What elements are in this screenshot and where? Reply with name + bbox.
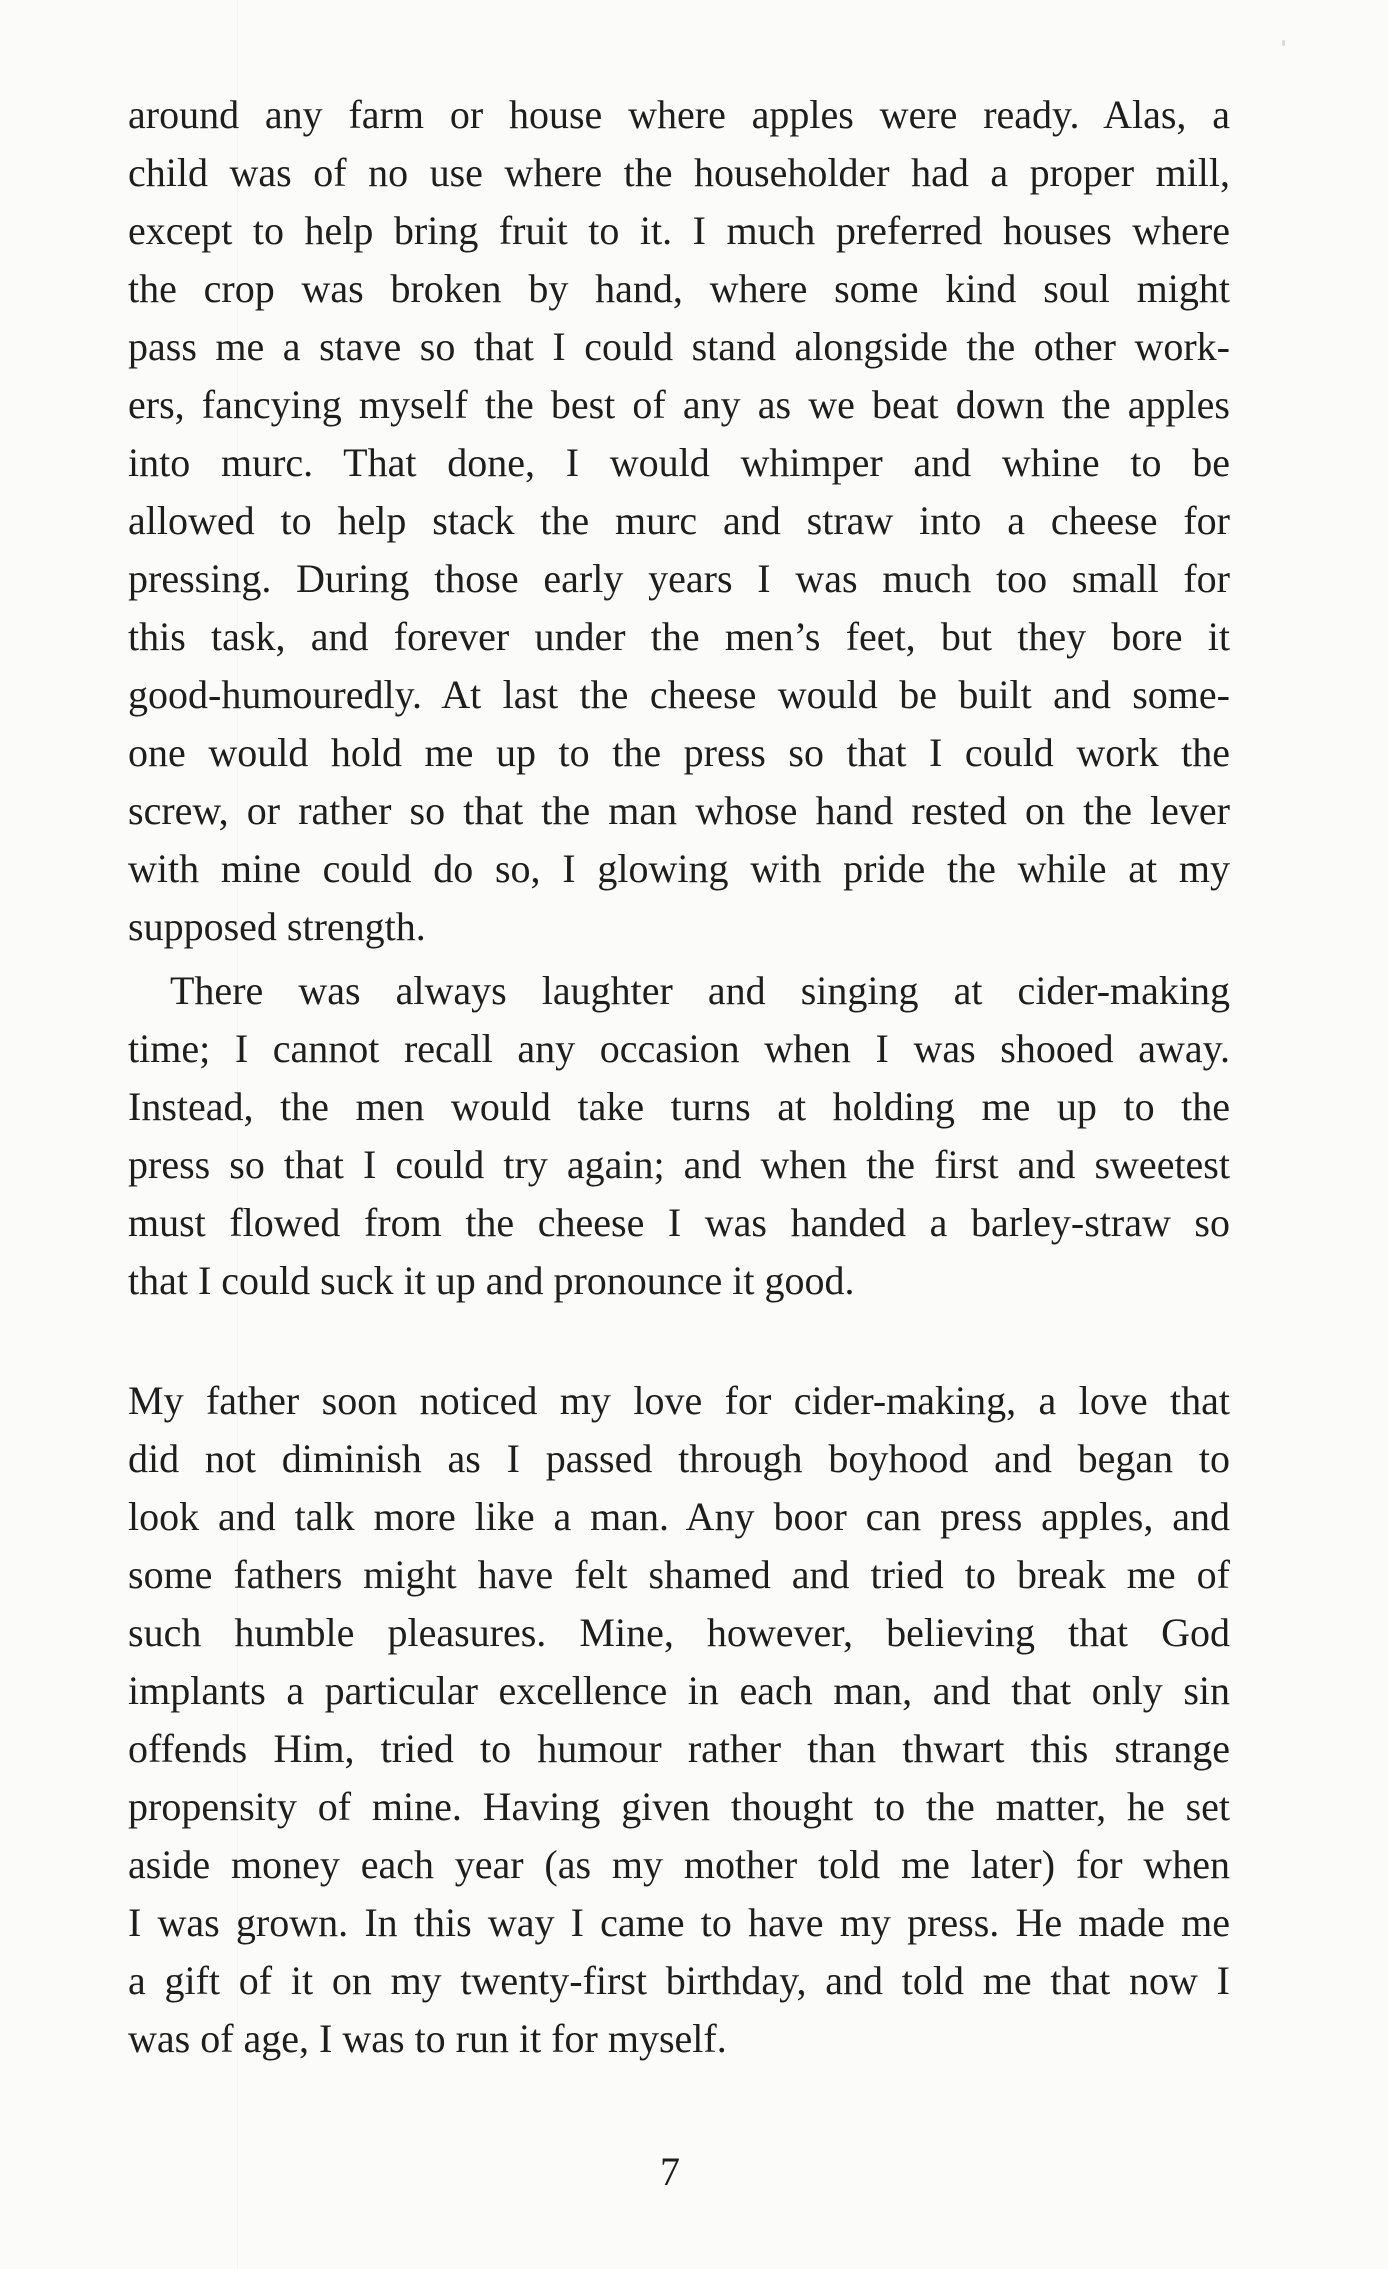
paragraph-cider-making	[128, 962, 1230, 1310]
text-line: did not diminish as I passed through boyhood and began to	[128, 1436, 1230, 1481]
text-line: into murc. That done, I would whimper and whine to be	[128, 440, 1230, 485]
text-line: one would hold me up to the press so that I could work the	[128, 730, 1230, 775]
text-line: implants a particular excellence in each man, and that only sin	[128, 1668, 1230, 1713]
text-line: propensity of mine. Having given thought to the matter, he set	[128, 1784, 1230, 1829]
text-line: pressing. During those early years I was much too small for	[128, 556, 1230, 601]
text-line: child was of no use where the householder had a proper mill,	[128, 150, 1230, 195]
text-line: ers, fancying myself the best of any as we beat down the apples	[128, 382, 1230, 427]
text-line: I was grown. In this way I came to have my press. He made me	[128, 1900, 1230, 1945]
text-line: was of age, I was to run it for myself.	[128, 2016, 727, 2061]
text-line: some fathers might have felt shamed and tried to break me of	[128, 1552, 1230, 1597]
text-line: There was always laughter and singing at cider-making	[170, 968, 1230, 1013]
text-line: look and talk more like a man. Any boor can press apples, and	[128, 1494, 1230, 1539]
text-line: press so that I could try again; and when the first and sweetest	[128, 1142, 1230, 1187]
text-line: allowed to help stack the murc and straw into a cheese for	[128, 498, 1230, 543]
text-line: aside money each year (as my mother told me later) for when	[128, 1842, 1230, 1887]
text-line: this task, and forever under the men’s feet, but they bore it	[128, 614, 1230, 659]
text-line: good-humouredly. At last the cheese would be built and some-	[128, 672, 1230, 717]
page-number: 7	[660, 2149, 680, 2194]
text-line: screw, or rather so that the man whose hand rested on the lever	[128, 788, 1230, 833]
text-line: offends Him, tried to humour rather than thwart this strange	[128, 1726, 1230, 1771]
text-line: a gift of it on my twenty-first birthday, and told me that now I	[128, 1958, 1230, 2003]
text-line: except to help bring fruit to it. I much preferred houses where	[128, 208, 1230, 253]
text-line: must flowed from the cheese I was handed a barley-straw so	[128, 1200, 1230, 1245]
paragraph-father	[128, 1372, 1230, 2068]
text-line: time; I cannot recall any occasion when I was shooed away.	[128, 1026, 1230, 1071]
text-line: such humble pleasures. Mine, however, believing that God	[128, 1610, 1230, 1655]
scan-speck	[1282, 40, 1285, 46]
text-line: supposed strength.	[128, 904, 426, 949]
text-line: that I could suck it up and pronounce it good.	[128, 1258, 855, 1303]
text-line: Instead, the men would take turns at holding me up to the	[128, 1084, 1230, 1129]
paragraph-continued	[128, 86, 1230, 956]
text-line: with mine could do so, I glowing with pride the while at my	[128, 846, 1230, 891]
text-line: around any farm or house where apples were ready. Alas, a	[128, 92, 1230, 137]
text-line: the crop was broken by hand, where some kind soul might	[128, 266, 1230, 311]
text-line: pass me a stave so that I could stand alongside the other work-	[128, 324, 1230, 369]
text-line: My father soon noticed my love for cider-making, a love that	[128, 1378, 1230, 1423]
